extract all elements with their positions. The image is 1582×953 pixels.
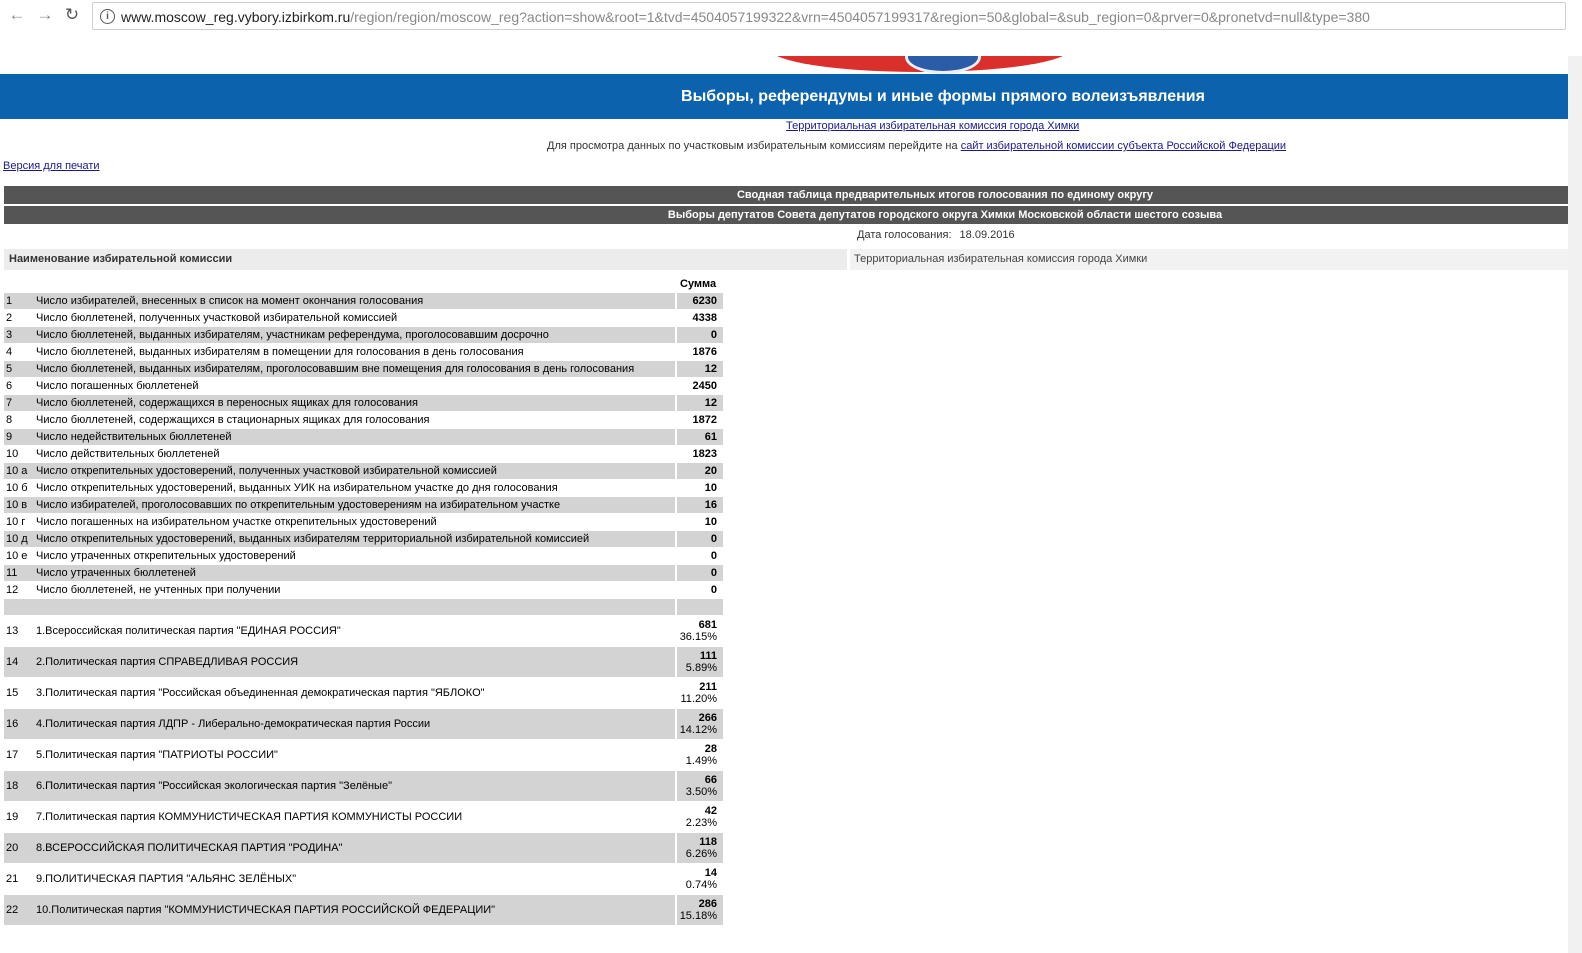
party-name: 9.ПОЛИТИЧЕСКАЯ ПАРТИЯ "АЛЬЯНС ЗЕЛЁНЫХ"	[34, 864, 675, 895]
party-number: 18	[4, 771, 34, 802]
row-value: 6230	[675, 293, 723, 310]
row-value: 1872	[675, 412, 723, 429]
party-percent: 36.15%	[679, 631, 717, 643]
party-name: 8.ВСЕРОССИЙСКАЯ ПОЛИТИЧЕСКАЯ ПАРТИЯ "РОДИНА"	[34, 833, 675, 864]
row-value: 61	[675, 429, 723, 446]
party-row	[4, 895, 723, 926]
row-label: Число открепительных удостоверений, полученных участковой избирательной комиссией	[34, 463, 675, 480]
browser-toolbar	[0, 0, 1582, 32]
table-row	[4, 327, 723, 344]
voting-date	[857, 229, 1015, 241]
party-name: 7.Политическая партия КОММУНИСТИЧЕСКАЯ ПАРТИЯ КОММУНИСТЫ РОССИИ	[34, 802, 675, 833]
table-row	[4, 412, 723, 429]
row-value: 2450	[675, 378, 723, 395]
party-votes: 211	[699, 681, 717, 693]
banner-image	[0, 56, 1568, 74]
url-host: www.moscow_reg.vybory.izbirkom.ru	[121, 9, 351, 25]
row-value: 0	[675, 565, 723, 582]
row-number: 9	[4, 429, 34, 446]
row-label: Число открепительных удостоверений, выданных избирателям территориальной избирательной комиссией	[34, 531, 675, 548]
commission-label: Наименование избирательной комиссии	[4, 249, 847, 270]
row-value: 10	[675, 514, 723, 531]
row-label: Число бюллетеней, содержащихся в переносных ящиках для голосования	[34, 395, 675, 412]
row-number: 1	[4, 293, 34, 310]
row-number: 2	[4, 310, 34, 327]
separator-cell	[34, 599, 675, 616]
row-label: Число открепительных удостоверений, выданных УИК на избирательном участке до дня голосования	[34, 480, 675, 497]
party-result	[675, 895, 723, 926]
separator-cell	[4, 599, 34, 616]
row-label: Число недействительных бюллетеней	[34, 429, 675, 446]
table-row	[4, 446, 723, 463]
table-row	[4, 344, 723, 361]
banner-title: Выборы, референдумы и иные формы прямого волеизъявления	[681, 88, 1205, 105]
party-votes: 28	[704, 743, 717, 755]
party-name: 2.Политическая партия СПРАВЕДЛИВАЯ РОССИЯ	[34, 647, 675, 678]
page-scrollbar[interactable]	[1568, 56, 1582, 953]
row-value: 16	[675, 497, 723, 514]
party-number: 19	[4, 802, 34, 833]
party-votes: 111	[699, 650, 717, 662]
results-table	[4, 293, 723, 926]
table-row	[4, 531, 723, 548]
party-row	[4, 802, 723, 833]
row-label: Число избирателей, внесенных в список на момент окончания голосования	[34, 293, 675, 310]
party-result	[675, 709, 723, 740]
url-text[interactable]	[121, 9, 1370, 25]
row-number: 10	[4, 446, 34, 463]
table-row	[4, 429, 723, 446]
tik-link[interactable]: Территориальная избирательная комиссия города Химки	[786, 120, 1080, 132]
party-percent: 15.18%	[679, 910, 717, 922]
arrow-left-icon[interactable]: ←	[8, 5, 26, 24]
party-name: 6.Политическая партия "Российская экологическая партия "Зелёные"	[34, 771, 675, 802]
site-banner	[0, 74, 1568, 119]
table-row	[4, 361, 723, 378]
party-percent: 3.50%	[685, 786, 717, 798]
row-number: 4	[4, 344, 34, 361]
separator-row	[4, 599, 723, 616]
uik-note	[547, 140, 1286, 152]
row-value: 12	[675, 395, 723, 412]
row-label: Число бюллетеней, содержащихся в стационарных ящиках для голосования	[34, 412, 675, 429]
row-label: Число избирателей, проголосовавших по открепительным удостоверениям на избирательном участке	[34, 497, 675, 514]
party-number: 20	[4, 833, 34, 864]
url-path: /region/region/moscow_reg?action=show&root=1&tvd=4504057199322&vrn=4504057199317&region=50&global=&sub_region=0&prver=0&pronetvd=null&type=380	[350, 9, 1370, 25]
table-row	[4, 497, 723, 514]
row-value: 0	[675, 582, 723, 599]
row-value: 1823	[675, 446, 723, 463]
party-number: 13	[4, 616, 34, 647]
row-number: 8	[4, 412, 34, 429]
party-name: 10.Политическая партия "КОММУНИСТИЧЕСКАЯ ПАРТИЯ РОССИЙСКОЙ ФЕДЕРАЦИИ"	[34, 895, 675, 926]
reload-icon[interactable]: ↻	[64, 5, 80, 24]
uik-note-text: Для просмотра данных по участковым избирательным комиссиям перейдите на	[547, 140, 958, 152]
row-number: 11	[4, 565, 34, 582]
separator-cell	[675, 599, 723, 616]
party-result	[675, 802, 723, 833]
row-number: 5	[4, 361, 34, 378]
commission-value: Территориальная избирательная комиссия города Химки	[850, 249, 1568, 270]
row-label: Число погашенных бюллетеней	[34, 378, 675, 395]
party-result	[675, 616, 723, 647]
table-row	[4, 514, 723, 531]
print-version-link[interactable]: Версия для печати	[3, 160, 100, 172]
sum-column-header: Сумма	[680, 278, 717, 290]
party-result	[675, 833, 723, 864]
party-percent: 0.74%	[685, 879, 717, 891]
table-row	[4, 293, 723, 310]
voting-date-value: 18.09.2016	[959, 229, 1015, 241]
row-value: 20	[675, 463, 723, 480]
party-row	[4, 647, 723, 678]
row-label: Число утраченных бюллетеней	[34, 565, 675, 582]
table-row	[4, 395, 723, 412]
party-percent: 1.49%	[685, 755, 717, 767]
party-row	[4, 833, 723, 864]
table-row	[4, 582, 723, 599]
subject-commission-link[interactable]: сайт избирательной комиссии субъекта Российской Федерации	[960, 140, 1287, 152]
election-header: Выборы депутатов Совета депутатов городского округа Химки Московской области шестого созыва	[4, 206, 1568, 224]
row-number: 10 а	[4, 463, 34, 480]
row-value: 1876	[675, 344, 723, 361]
row-number: 7	[4, 395, 34, 412]
party-votes: 266	[698, 712, 717, 724]
party-votes: 42	[704, 805, 717, 817]
party-row	[4, 864, 723, 895]
party-result	[675, 864, 723, 895]
party-percent: 6.26%	[685, 848, 717, 860]
party-name: 5.Политическая партия "ПАТРИОТЫ РОССИИ"	[34, 740, 675, 771]
row-value: 0	[675, 531, 723, 548]
party-name: 4.Политическая партия ЛДПР - Либерально-демократическая партия России	[34, 709, 675, 740]
row-number: 10 б	[4, 480, 34, 497]
summary-header: Сводная таблица предварительных итогов голосования по единому округу	[4, 186, 1568, 204]
address-bar[interactable]	[92, 2, 1566, 30]
row-value: 4338	[675, 310, 723, 327]
row-label: Число бюллетеней, выданных избирателям, проголосовавшим вне помещения для голосования в день голосования	[34, 361, 675, 378]
party-votes: 681	[698, 619, 717, 631]
party-number: 22	[4, 895, 34, 926]
party-votes: 118	[699, 836, 717, 848]
row-label: Число действительных бюллетеней	[34, 446, 675, 463]
row-label: Число погашенных на избирательном участке открепительных удостоверений	[34, 514, 675, 531]
voting-date-label: Дата голосования:	[857, 229, 952, 241]
info-icon[interactable]: i	[100, 9, 115, 24]
party-name: 3.Политическая партия "Российская объединенная демократическая партия "ЯБЛОКО"	[34, 678, 675, 709]
party-result	[675, 678, 723, 709]
row-label: Число бюллетеней, полученных участковой избирательной комиссией	[34, 310, 675, 327]
row-number: 12	[4, 582, 34, 599]
row-value: 10	[675, 480, 723, 497]
row-label: Число бюллетеней, выданных избирателям, участникам референдума, проголосовавшим досрочно	[34, 327, 675, 344]
row-number: 10 е	[4, 548, 34, 565]
party-percent: 5.89%	[685, 662, 717, 674]
party-row	[4, 616, 723, 647]
party-number: 17	[4, 740, 34, 771]
party-votes: 286	[698, 898, 717, 910]
row-number: 10 д	[4, 531, 34, 548]
row-value: 0	[675, 548, 723, 565]
party-number: 21	[4, 864, 34, 895]
row-value: 12	[675, 361, 723, 378]
row-number: 10 в	[4, 497, 34, 514]
party-number: 16	[4, 709, 34, 740]
party-row	[4, 771, 723, 802]
row-number: 10 г	[4, 514, 34, 531]
party-result	[675, 771, 723, 802]
party-row	[4, 678, 723, 709]
party-row	[4, 709, 723, 740]
table-row	[4, 480, 723, 497]
party-row	[4, 740, 723, 771]
party-percent: 14.12%	[679, 724, 717, 736]
table-row	[4, 378, 723, 395]
arrow-right-icon[interactable]: →	[36, 5, 54, 24]
row-label: Число бюллетеней, выданных избирателям в помещении для голосования в день голосования	[34, 344, 675, 361]
party-votes: 66	[704, 774, 717, 786]
row-label: Число бюллетеней, не учтенных при получении	[34, 582, 675, 599]
party-result	[675, 740, 723, 771]
row-number: 3	[4, 327, 34, 344]
party-name: 1.Всероссийская политическая партия "ЕДИНАЯ РОССИЯ"	[34, 616, 675, 647]
party-number: 15	[4, 678, 34, 709]
party-percent: 2.23%	[685, 817, 717, 829]
table-row	[4, 463, 723, 480]
party-votes: 14	[704, 867, 717, 879]
row-value: 0	[675, 327, 723, 344]
party-number: 14	[4, 647, 34, 678]
table-row	[4, 310, 723, 327]
table-row	[4, 565, 723, 582]
row-label: Число утраченных открепительных удостоверений	[34, 548, 675, 565]
commission-row	[4, 249, 1568, 270]
row-number: 6	[4, 378, 34, 395]
party-percent: 11.20%	[680, 693, 717, 705]
party-result	[675, 647, 723, 678]
table-row	[4, 548, 723, 565]
